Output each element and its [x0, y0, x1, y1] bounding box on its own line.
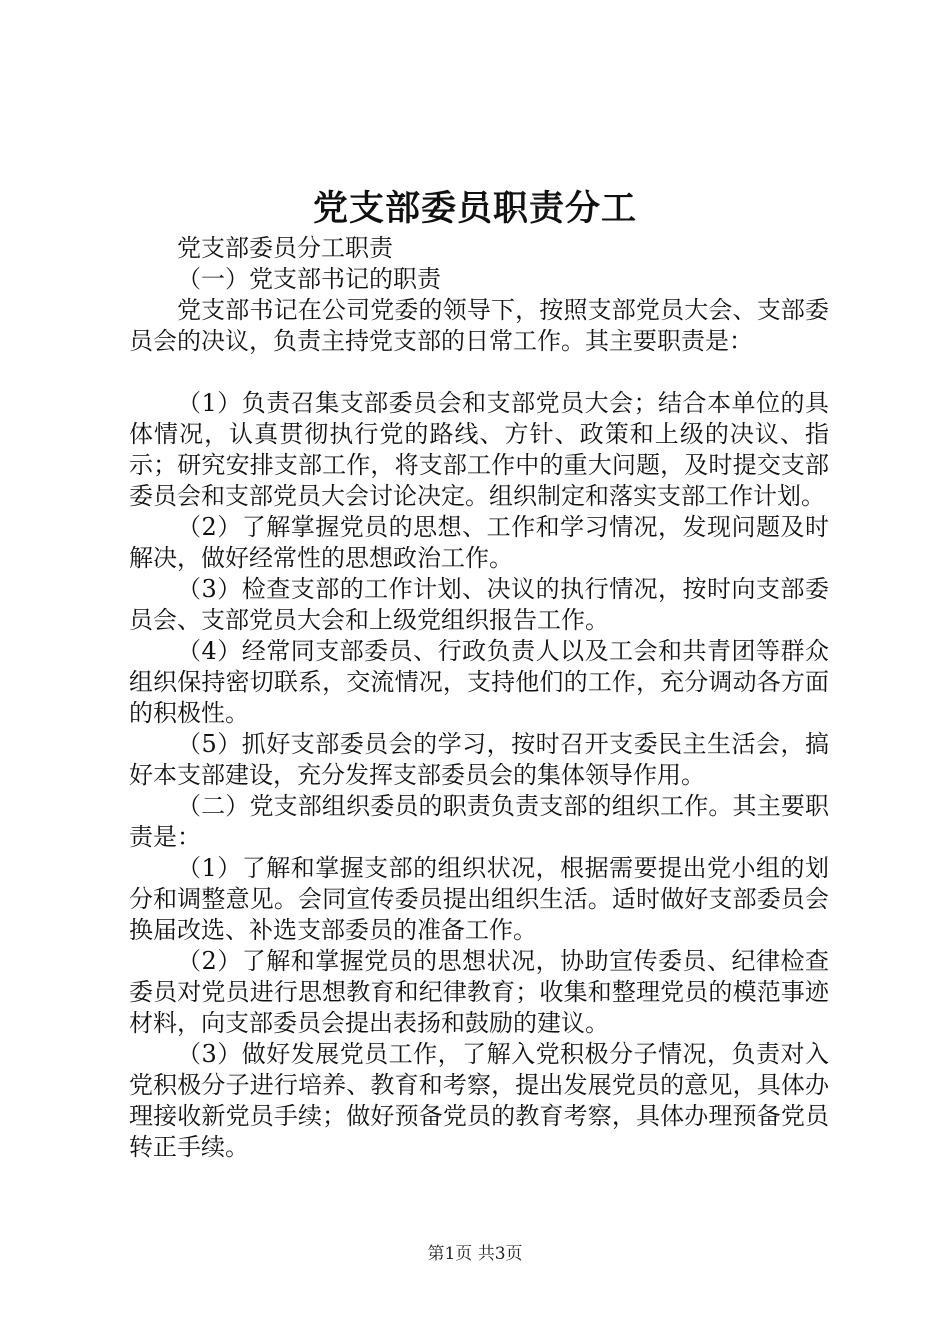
paragraph-secretary-duty-5: （5）抓好支部委员会的学习，按时召开支委民主生活会，搞好本支部建设，充分发挥支部委员会的集体领导作用。 — [129, 730, 829, 789]
paragraph-secretary-heading: （一）党支部书记的职责 — [177, 265, 441, 293]
paragraph-secretary-duty-2: （2）了解掌握党员的思想、工作和学习情况，发现问题及时解决，做好经常性的思想政治工作。 — [129, 513, 829, 572]
paragraph-section-heading: 党支部委员分工职责 — [177, 234, 393, 262]
paragraph-secretary-duty-1: （1）负责召集支部委员会和支部党员大会；结合本单位的具体情况，认真贯彻执行党的路线、方针、政策和上级的决议、指示；研究安排支部工作，将支部工作中的重大问题，及时提交支部委员会和支部党员大会讨论决定。组织制定和落实支部工作计划。 — [129, 389, 829, 510]
paragraph-organizer-duty-1: （1）了解和掌握支部的组织状况，根据需要提出党小组的划分和调整意见。会同宣传委员提出组织生活。适时做好支部委员会换届改选、补选支部委员的准备工作。 — [129, 854, 829, 944]
paragraph-organizer-duty-2: （2）了解和掌握党员的思想状况，协助宣传委员、纪律检查委员对党员进行思想教育和纪律教育；收集和整理党员的模范事迹材料，向支部委员会提出表扬和鼓励的建议。 — [129, 947, 829, 1037]
paragraph-organizer-duty-3: （3）做好发展党员工作，了解入党积极分子情况，负责对入党积极分子进行培养、教育和考察，提出发展党员的意见，具体办理接收新党员手续；做好预备党员的教育考察，具体办理预备党员转正手续。 — [129, 1040, 829, 1161]
page-number: 第1页 共3页 — [427, 1244, 523, 1264]
paragraph-organizer-heading: （二）党支部组织委员的职责负责支部的组织工作。其主要职责是： — [129, 792, 829, 851]
document-title: 党支部委员职责分工 — [312, 188, 637, 229]
paragraph-secretary-duty-4: （4）经常同支部委员、行政负责人以及工会和共青团等群众组织保持密切联系，交流情况，支持他们的工作，充分调动各方面的积极性。 — [129, 637, 829, 727]
document-body — [129, 233, 829, 1163]
paragraph-secretary-intro: 党支部书记在公司党委的领导下，按照支部党员大会、支部委员会的决议，负责主持党支部的日常工作。其主要职责是： — [129, 296, 829, 355]
paragraph-secretary-duty-3: （3）检查支部的工作计划、决议的执行情况，按时向支部委员会、支部党员大会和上级党组织报告工作。 — [129, 575, 829, 634]
